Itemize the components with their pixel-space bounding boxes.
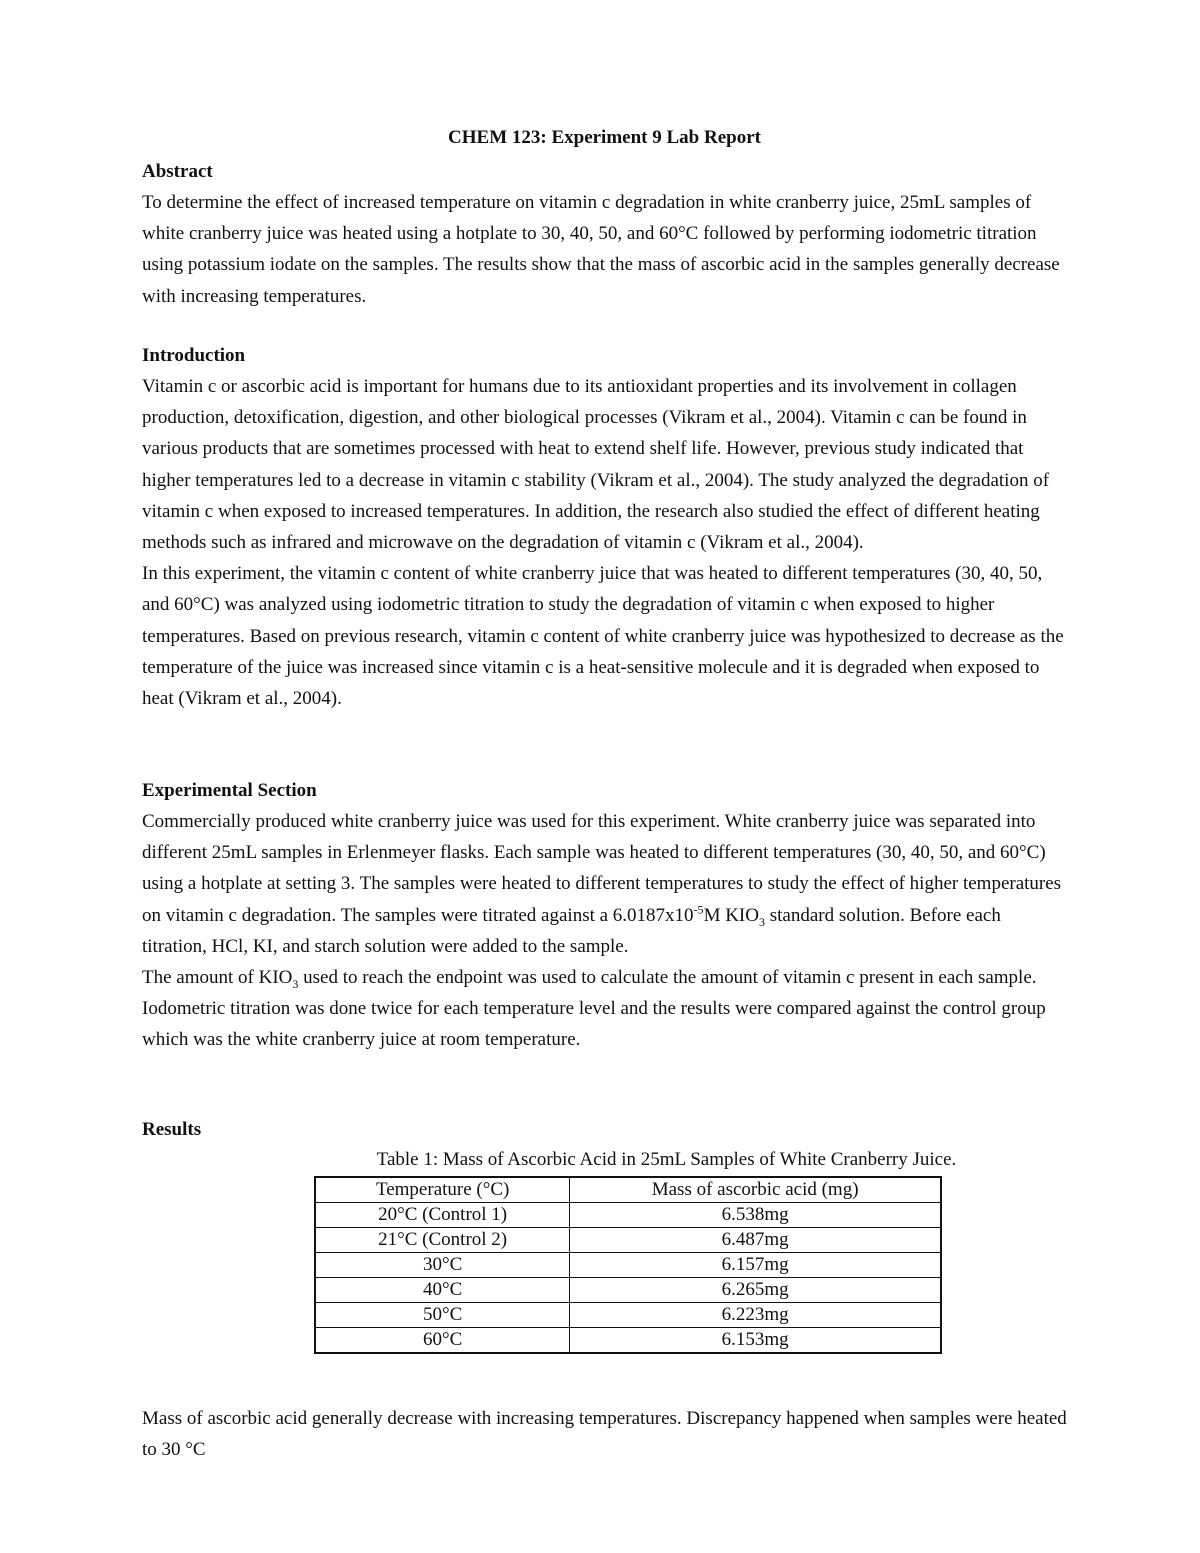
table-cell-mass: 6.487mg [570, 1228, 941, 1253]
table-header-temperature: Temperature (°C) [315, 1177, 570, 1203]
table-row [315, 1228, 941, 1253]
table-row [315, 1253, 941, 1278]
experimental-paragraph-1 [142, 806, 1067, 962]
abstract-text: To determine the effect of increased temperature on vitamin c degradation in white cranberry juice, 25mL samples of white cranberry juice was heated using a hotplate to 30, 40, 50, and 60°C followed by performing iodometric titration using potassium iodate on the samples. The results show that the mass of ascorbic acid in the samples generally decrease with increasing temperatures. [142, 192, 1060, 307]
table-row [315, 1328, 941, 1354]
table-cell-temperature: 20°C (Control 1) [315, 1203, 570, 1228]
exponent: -5 [693, 902, 704, 917]
subscript: 3 [758, 914, 765, 929]
table-header-row [315, 1177, 941, 1203]
table-cell-mass: 6.538mg [570, 1203, 941, 1228]
table-cell-mass: 6.153mg [570, 1328, 941, 1354]
experimental-section [142, 775, 1067, 1056]
experimental-p1-text-c: standard solution. Before each titration, HCl, KI, and starch solution were added to the sample. [142, 904, 1001, 957]
results-section [142, 1114, 1067, 1145]
introduction-paragraph-1: Vitamin c or ascorbic acid is important for humans due to its antioxidant properties and its involvement in collagen production, detoxification, digestion, and other biological processes (Vikram et al., 2004). Vitamin c can be found in various products that are sometimes processed with heat to extend shelf life. However, previous study indicated that higher temperatures led to a decrease in vitamin c stability (Vikram et al., 2004). The study analyzed the degradation of vitamin c when exposed to increased temperatures. In addition, the research also studied the effect of different heating methods such as infrared and microwave on the degradation of vitamin c (Vikram et al., 2004). [142, 376, 1050, 554]
experimental-p1-text-a: Commercially produced white cranberry juice was used for this experiment. White cranberry juice was separated into different 25mL samples in Erlenmeyer flasks. Each sample was heated to different temperatures (30, 40, 50, and 60°C) using a hotplate at setting 3. The samples were heated to different temperatures to study the effect of higher temperatures on vitamin c degradation. The samples were titrated against a 6.0187x10 [142, 811, 1062, 926]
table-cell-temperature: 21°C (Control 2) [315, 1228, 570, 1253]
table-header-mass: Mass of ascorbic acid (mg) [570, 1177, 941, 1203]
experimental-p2-text-a: The amount of KIO [142, 967, 293, 989]
experimental-paragraph-2 [142, 962, 1067, 1056]
results-heading: Results [142, 1119, 202, 1140]
table-cell-temperature: 60°C [315, 1328, 570, 1354]
introduction-section [142, 340, 1067, 714]
abstract-section [142, 156, 1067, 312]
table-cell-temperature: 30°C [315, 1253, 570, 1278]
introduction-heading: Introduction [142, 345, 246, 366]
table-row [315, 1303, 941, 1328]
table-row [315, 1203, 941, 1228]
results-table [314, 1176, 942, 1354]
table-row [315, 1278, 941, 1303]
page-title: CHEM 123: Experiment 9 Lab Report [448, 127, 761, 148]
results-conclusion-text: Mass of ascorbic acid generally decrease with increasing temperatures. Discrepancy happened when samples were heated to 30 °C [142, 1408, 1067, 1461]
results-conclusion [142, 1403, 1067, 1465]
introduction-paragraph-2: In this experiment, the vitamin c content of white cranberry juice that was heated to different temperatures (30, 40, 50, and 60°C) was analyzed using iodometric titration to study the degradation of vitamin c when exposed to higher temperatures. Based on previous research, vitamin c content of white cranberry juice was hypothesized to decrease as the temperature of the juice was increased since vitamin c is a heat-sensitive molecule and it is degraded when exposed to heat (Vikram et al., 2004). [142, 563, 1064, 710]
table-cell-mass: 6.265mg [570, 1278, 941, 1303]
table-cell-temperature: 40°C [315, 1278, 570, 1303]
table-cell-temperature: 50°C [315, 1303, 570, 1328]
table-caption: Table 1: Mass of Ascorbic Acid in 25mL Samples of White Cranberry Juice. [376, 1149, 957, 1170]
experimental-p1-text-b: M KIO [703, 904, 759, 926]
subscript: 3 [292, 976, 299, 991]
table-cell-mass: 6.157mg [570, 1253, 941, 1278]
table-cell-mass: 6.223mg [570, 1303, 941, 1328]
experimental-heading: Experimental Section [142, 780, 317, 801]
abstract-heading: Abstract [142, 161, 213, 182]
experimental-p2-text-b: used to reach the endpoint was used to calculate the amount of vitamin c present in each sample. Iodometric titration was done twice for each temperature level and the results were compared against the control group which was the white cranberry juice at room temperature. [142, 967, 1046, 1051]
